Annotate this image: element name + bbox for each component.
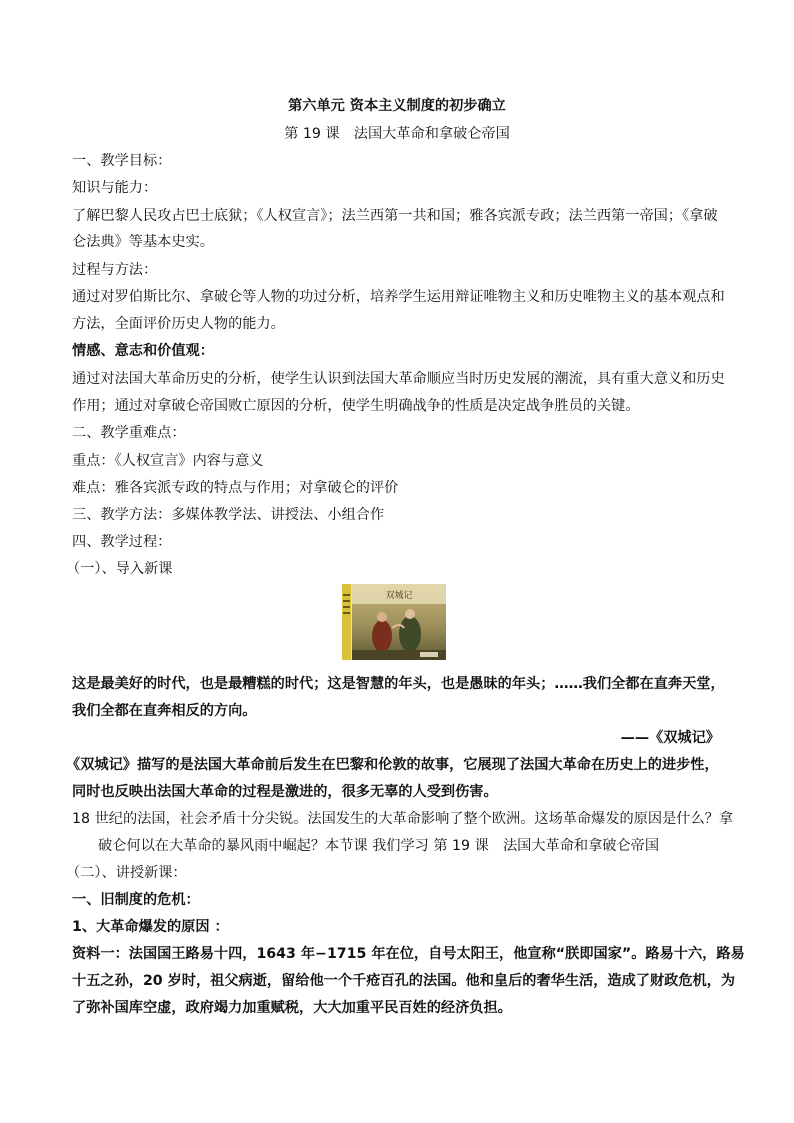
lesson-title: 第 19 课 法国大革命和拿破仑帝国 [284,126,510,142]
methods: 三、教学方法：多媒体教学法、讲授法、小组合作 [72,507,385,523]
crisis-heading: 一、旧制度的危机： [72,892,200,908]
emotion-text-1: 通过对法国大革命历史的分析，使学生认识到法国大革命顺应当时历史发展的潮流，具有重大意义和历史 [72,371,725,387]
quote-text-1: 这是最美好的时代，也是最糟糕的时代；这是智慧的年头，也是愚昧的年头；……我们全都在直奔天堂， [72,676,725,692]
lecture-heading: （二）、讲授新课： [66,865,187,881]
knowledge-text-1: 了解巴黎人民攻占巴士底狱；《人权宣言》；法兰西第一共和国；雅各宾派专政；法兰西第一帝国；《拿破 [72,208,718,224]
process-section: 四、教学过程： [72,534,172,550]
quote-source: ——《双城记》 [620,730,720,746]
knowledge-heading: 知识与能力： [72,180,158,196]
quote-text-2: 我们全都在直奔相反的方向。 [72,703,257,719]
intro-heading: （一）、导入新课 [66,561,173,577]
material-text-3: 了弥补国库空虚，政府竭力加重赋税，大大加重平民百姓的经济负担。 [72,1000,512,1016]
intro-text-2: 破仑何以在大革命的暴风雨中崛起？本节课 我们学习 第 19 课 法国大革命和拿破仑帝国 [98,838,660,854]
process-text-2: 方法，全面评价历史人物的能力。 [72,316,285,332]
key-heading: 二、教学重难点： [72,425,186,441]
knowledge-text-2: 仑法典》等基本史实。 [72,234,214,250]
process-text-1: 通过对罗伯斯比尔、拿破仑等人物的功过分析，培养学生运用辩证唯物主义和历史唯物主义的基本观点和 [72,289,725,305]
book-cover-image [342,584,446,660]
intro-text-1: 18 世纪的法国，社会矛盾十分尖锐。法国发生的大革命影响了整个欧洲。这场革命爆发的原因是什么？拿 [72,811,734,827]
emotion-heading: 情感、意志和价值观： [72,343,214,359]
objectives-heading: 一、教学目标： [72,153,172,169]
cause-heading: 1、大革命爆发的原因 ： [72,919,229,935]
material-text-2: 十五之孙，20 岁时，祖父病逝，留给他一个千疮百孔的法国。他和皇后的奢华生活，造成了财政危机，为 [72,973,736,989]
book-desc-2: 同时也反映出法国大革命的过程是激进的，很多无辜的人受到伤害。 [72,784,498,800]
unit-title: 第六单元 资本主义制度的初步确立 [288,98,506,114]
difficult-point: 难点：雅各宾派专政的特点与作用；对拿破仑的评价 [72,480,399,496]
book-desc-1: 《双城记》描写的是法国大革命前后发生在巴黎和伦敦的故事，它展现了法国大革命在历史上的进步性， [66,757,719,773]
material-text-1: 资料一：法国国王路易十四，1643 年−1715 年在位，自号太阳王，他宣称“朕即国家”。路易十六，路易 [72,946,745,962]
book-cover-title: 双城记 [385,591,413,601]
process-heading: 过程与方法： [72,262,158,278]
key-point: 重点：《人权宣言》内容与意义 [72,453,264,469]
emotion-text-2: 作用；通过对拿破仑帝国败亡原因的分析，使学生明确战争的性质是决定战争胜员的关键。 [72,398,640,414]
